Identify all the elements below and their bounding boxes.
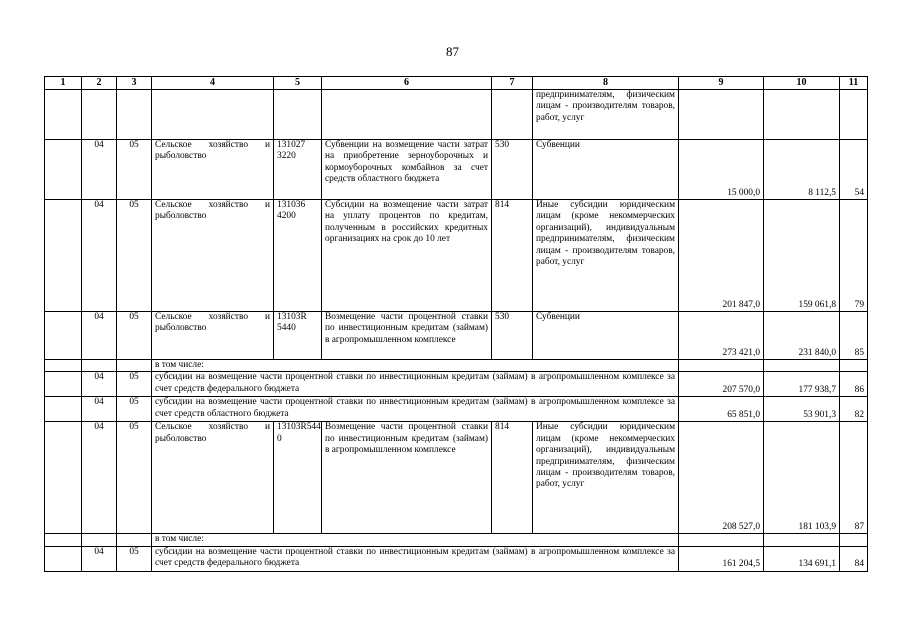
- cell-col11: 84: [840, 546, 868, 571]
- header-cell: 2: [82, 77, 117, 90]
- cell-col4: [152, 90, 274, 140]
- cell-col11: 54: [840, 140, 868, 200]
- cell-col3: 05: [117, 372, 152, 397]
- cell-col6: Возмещение части процентной ставки по инвестиционным кредитам (займам) в агропромышленном комплексе: [322, 422, 492, 534]
- cell-col2: [82, 534, 117, 546]
- header-cell: 3: [117, 77, 152, 90]
- cell-col2: 04: [82, 312, 117, 360]
- cell-col10: 8 112,5: [764, 140, 840, 200]
- cell-col2: 04: [82, 546, 117, 571]
- cell-col4: Сельское хозяйство и рыболовство: [152, 422, 274, 534]
- cell-col9: 208 527,0: [679, 422, 764, 534]
- cell-col7: 530: [492, 140, 533, 200]
- table-row: [45, 422, 868, 534]
- cell-col3: 05: [117, 546, 152, 571]
- cell-col9: 15 000,0: [679, 140, 764, 200]
- header-cell: 10: [764, 77, 840, 90]
- table-row-including: [45, 534, 868, 546]
- cell-col6: [322, 90, 492, 140]
- cell-col5: 131036 4200: [274, 200, 322, 312]
- cell-col1: [45, 360, 82, 372]
- cell-col2: 04: [82, 422, 117, 534]
- cell-col11: 85: [840, 312, 868, 360]
- cell-col2: 04: [82, 140, 117, 200]
- header-cell: 1: [45, 77, 82, 90]
- cell-col1: [45, 534, 82, 546]
- cell-col8: Иные субсидии юридическим лицам (кроме некоммерческих организаций), индивидуальным предпринимателям, физическим лицам - производителям товаров, работ, услуг: [533, 422, 679, 534]
- cell-col9: 161 204,5: [679, 546, 764, 571]
- cell-col1: [45, 422, 82, 534]
- cell-col8: Иные субсидии юридическим лицам (кроме некоммерческих организаций), индивидуальным предпринимателям, физическим лицам - производителям товаров, работ, услуг: [533, 200, 679, 312]
- cell-col9: 65 851,0: [679, 397, 764, 422]
- cell-col3: 05: [117, 200, 152, 312]
- cell-col1: [45, 372, 82, 397]
- cell-col3: [117, 360, 152, 372]
- cell-col3: 05: [117, 422, 152, 534]
- cell-col10: 53 901,3: [764, 397, 840, 422]
- cell-span-description: субсидии на возмещение части процентной ставки по инвестиционным кредитам (займам) в агропромышленном комплексе за счет средств федерального бюджета: [152, 372, 679, 397]
- page-number: 87: [446, 44, 459, 59]
- cell-col7: [492, 90, 533, 140]
- cell-col10: [764, 534, 840, 546]
- cell-col2: 04: [82, 397, 117, 422]
- cell-col11: 86: [840, 372, 868, 397]
- cell-col2: [82, 90, 117, 140]
- cell-col9: [679, 360, 764, 372]
- table-row-including: [45, 360, 868, 372]
- cell-col10: [764, 360, 840, 372]
- cell-col9: 201 847,0: [679, 200, 764, 312]
- cell-col8: Субвенции: [533, 140, 679, 200]
- cell-col5: 13103R544 0: [274, 422, 322, 534]
- cell-col8: предпринимателям, физическим лицам - производителям товаров, работ, услуг: [533, 90, 679, 140]
- cell-col4: Сельское хозяйство и рыболовство: [152, 312, 274, 360]
- cell-col6: Субсидии на возмещение части затрат на уплату процентов по кредитам, полученным в российских кредитных организациях на срок до 10 лет: [322, 200, 492, 312]
- cell-col5: 13103R 5440: [274, 312, 322, 360]
- cell-col10: 181 103,9: [764, 422, 840, 534]
- cell-col4: Сельское хозяйство и рыболовство: [152, 200, 274, 312]
- cell-col11: 79: [840, 200, 868, 312]
- including-label: в том числе:: [152, 360, 679, 372]
- cell-col1: [45, 397, 82, 422]
- table-row: [45, 200, 868, 312]
- cell-col3: 05: [117, 312, 152, 360]
- cell-col4: Сельское хозяйство и рыболовство: [152, 140, 274, 200]
- cell-span-description: субсидии на возмещение части процентной ставки по инвестиционным кредитам (займам) в агропромышленном комплексе за счет средств областного бюджета: [152, 397, 679, 422]
- cell-col11: 82: [840, 397, 868, 422]
- budget-table: [44, 76, 868, 572]
- cell-col3: 05: [117, 140, 152, 200]
- header-cell: 9: [679, 77, 764, 90]
- table-row: [45, 546, 868, 571]
- cell-col5: [274, 90, 322, 140]
- cell-col9: [679, 534, 764, 546]
- cell-col10: 159 061,8: [764, 200, 840, 312]
- cell-col11: [840, 360, 868, 372]
- cell-col7: 814: [492, 200, 533, 312]
- header-cell: 5: [274, 77, 322, 90]
- cell-col2: 04: [82, 200, 117, 312]
- cell-col2: [82, 360, 117, 372]
- cell-col7: 530: [492, 312, 533, 360]
- table-header-row: [45, 77, 868, 90]
- cell-col9: [679, 90, 764, 140]
- table-row: [45, 397, 868, 422]
- cell-col1: [45, 546, 82, 571]
- header-cell: 7: [492, 77, 533, 90]
- cell-col3: [117, 90, 152, 140]
- cell-col10: 231 840,0: [764, 312, 840, 360]
- table-row: [45, 312, 868, 360]
- cell-col6: Субвенции на возмещение части затрат на приобретение зерноуборочных и кормоуборочных комбайнов за счет средств областного бюджета: [322, 140, 492, 200]
- cell-col8: Субвенции: [533, 312, 679, 360]
- cell-col9: 273 421,0: [679, 312, 764, 360]
- cell-col10: 134 691,1: [764, 546, 840, 571]
- cell-span-description: субсидии на возмещение части процентной ставки по инвестиционным кредитам (займам) в агропромышленном комплексе за счет средств федерального бюджета: [152, 546, 679, 571]
- table-row: [45, 372, 868, 397]
- header-cell: 4: [152, 77, 274, 90]
- cell-col1: [45, 312, 82, 360]
- cell-col3: 05: [117, 397, 152, 422]
- header-cell: 6: [322, 77, 492, 90]
- cell-col7: 814: [492, 422, 533, 534]
- cell-col1: [45, 200, 82, 312]
- including-label: в том числе:: [152, 534, 679, 546]
- cell-col9: 207 570,0: [679, 372, 764, 397]
- cell-col2: 04: [82, 372, 117, 397]
- header-cell: 8: [533, 77, 679, 90]
- cell-col1: [45, 140, 82, 200]
- cell-col6: Возмещение части процентной ставки по инвестиционным кредитам (займам) в агропромышленном комплексе: [322, 312, 492, 360]
- cell-col10: 177 938,7: [764, 372, 840, 397]
- cell-col5: 131027 3220: [274, 140, 322, 200]
- cell-col10: [764, 90, 840, 140]
- table-row: [45, 140, 868, 200]
- cell-col11: [840, 534, 868, 546]
- table-row: [45, 90, 868, 140]
- cell-col11: [840, 90, 868, 140]
- cell-col11: 87: [840, 422, 868, 534]
- cell-col3: [117, 534, 152, 546]
- header-cell: 11: [840, 77, 868, 90]
- cell-col1: [45, 90, 82, 140]
